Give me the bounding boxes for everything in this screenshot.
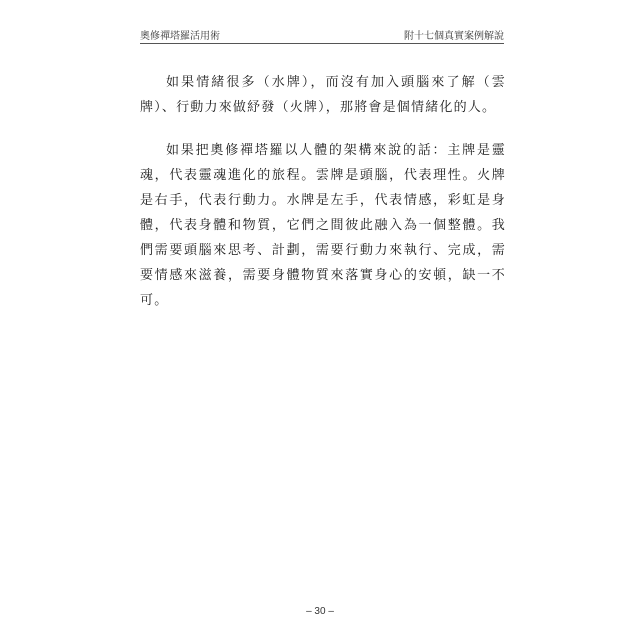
header-divider <box>140 43 504 44</box>
page-number: – 30 – <box>306 606 334 617</box>
paragraph: 如果情緒很多（水牌），而沒有加入頭腦來了解（雲牌）、行動力來做紓發（火牌），那將會是個情緒化的人。 <box>140 75 506 115</box>
header-chapter-title: 附十七個真實案例解說 <box>404 31 504 42</box>
body-text <box>140 70 506 331</box>
paragraph: 如果把奧修禪塔羅以人體的架構來說的話：主牌是靈魂，代表靈魂進化的旅程。雲牌是頭腦，代表理性。火牌是右手，代表行動力。水牌是左手，代表情感，彩虹是身體，代表身體和物質，它們之間彼此融入為一個整體。我們需要頭腦來思考、計劃，需要行動力來執行、完成，需要情感來滋養，需要身體物質來落實身心的安頓，缺一不可。 <box>140 143 506 308</box>
header-book-title: 奧修禪塔羅活用術 <box>140 31 220 42</box>
running-header <box>140 26 504 42</box>
